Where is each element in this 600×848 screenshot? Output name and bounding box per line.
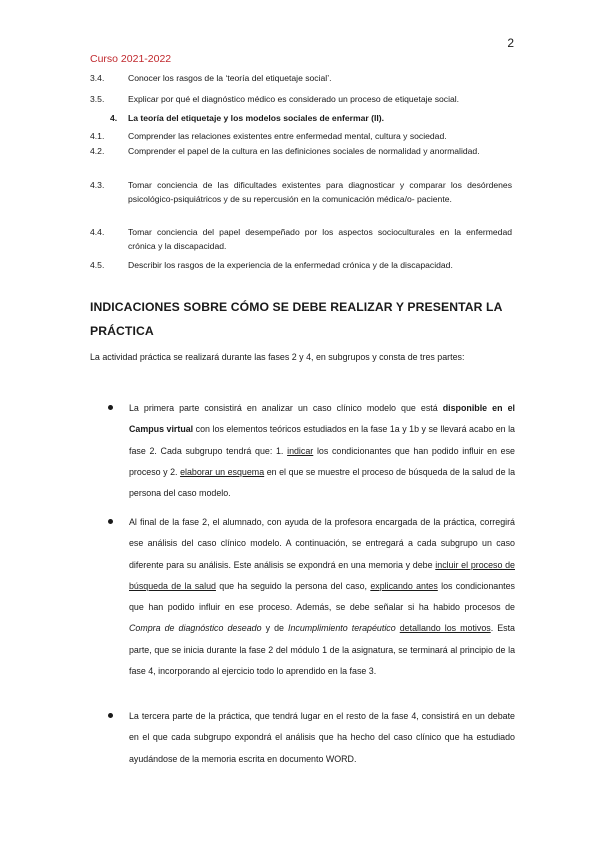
objective-text: Describir los rasgos de la experiencia de la enfermedad crónica y de la discapacidad. [128,260,453,270]
bullet-dot-icon [108,713,113,718]
objective-number: 3.4. [90,73,105,83]
objective-number: 3.5. [90,94,105,104]
bullet-item-2: Al final de la fase 2, el alumnado, con ayuda de la profesora encargada de la práctica, corregirá ese análisis del caso clínico modelo. A continuación, se entregará a cada subgrupo un caso diferente para su análisis. Este análisis se expondrá en una memoria y debe incluir el proceso de búsqueda de la salud que ha seguido la persona del caso, explicando antes los condicionantes que han podido influir en ese proceso. Además, se debe señalar si ha habido procesos de Compra de diagnóstico deseado y de Incumplimiento terapéutico detallando los motivos. Esta parte, que se inicia durante la fase 2 del módulo 1 de la asignatura, se terminará al principio de la fase 4, incorporando al ejercicio todo lo aprendido en la fase 3. [129,512,515,682]
objective-item [90,226,512,253]
course-label: Curso 2021-2022 [90,53,172,65]
objective-item [90,93,512,107]
objective-item [90,259,512,273]
objective-text: Tomar conciencia de las dificultades existentes para diagnosticar y comparar los desórdenes psicológico-psiquiátricos y de su repercusión en la comunicación médica/o- paciente. [128,180,512,204]
bullet-dot-icon [108,405,113,410]
objective-text: Tomar conciencia del papel desempeñado por los aspectos socioculturales en la enfermedad crónica y la discapacidad. [128,227,512,251]
bullet-dot-icon [108,519,113,524]
objective-text: Explicar por qué el diagnóstico médico es considerado un proceso de etiquetaje social. [128,94,460,104]
objective-item [90,72,512,86]
objective-text: Conocer los rasgos de la ‘teoría del etiquetaje social’. [128,73,332,83]
bullet-item-1: La primera parte consistirá en analizar un caso clínico modelo que está disponible en el Campus virtual con los elementos teóricos estudiados en la fase 1a y 1b y se llevará acabo en la fase 2. Cada subgrupo tendrá que: 1. indicar los condicionantes que han podido influir en ese proceso y 2. elaborar un esquema en el que se muestre el proceso de búsqueda de la salud de la persona del caso modelo. [129,398,515,504]
objective-text: La teoría del etiquetaje y los modelos sociales de enfermar (II). [128,113,384,123]
objective-number: 4.3. [90,180,105,190]
objective-text: Comprender el papel de la cultura en las definiciones sociales de normalidad y anormalidad. [128,146,480,156]
section-heading-line1: INDICACIONES SOBRE CÓMO SE DEBE REALIZAR Y PRESENTAR LA [90,300,503,314]
section-heading-line2: PRÁCTICA [90,324,154,338]
bullet-item-3: La tercera parte de la práctica, que tendrá lugar en el resto de la fase 4, consistirá en un debate en el que cada subgrupo expondrá el análisis que ha hecho del caso clínico que ha estudiado ayudándose de la memoria escrita en documento WORD. [129,706,515,770]
objective-item [90,145,512,159]
objective-number: 4. [110,113,118,123]
objective-number: 4.4. [90,227,105,237]
objective-number: 4.5. [90,260,105,270]
objective-number: 4.1. [90,131,105,141]
intro-paragraph: La actividad práctica se realizará durante las fases 2 y 4, en subgrupos y consta de tres partes: [90,352,465,362]
objective-item [90,130,512,144]
objective-section-heading [90,112,512,126]
objective-number: 4.2. [90,146,105,156]
objective-item [90,179,512,206]
objective-text: Comprender las relaciones existentes entre enfermedad mental, cultura y sociedad. [128,131,447,141]
page-number: 2 [507,36,514,50]
